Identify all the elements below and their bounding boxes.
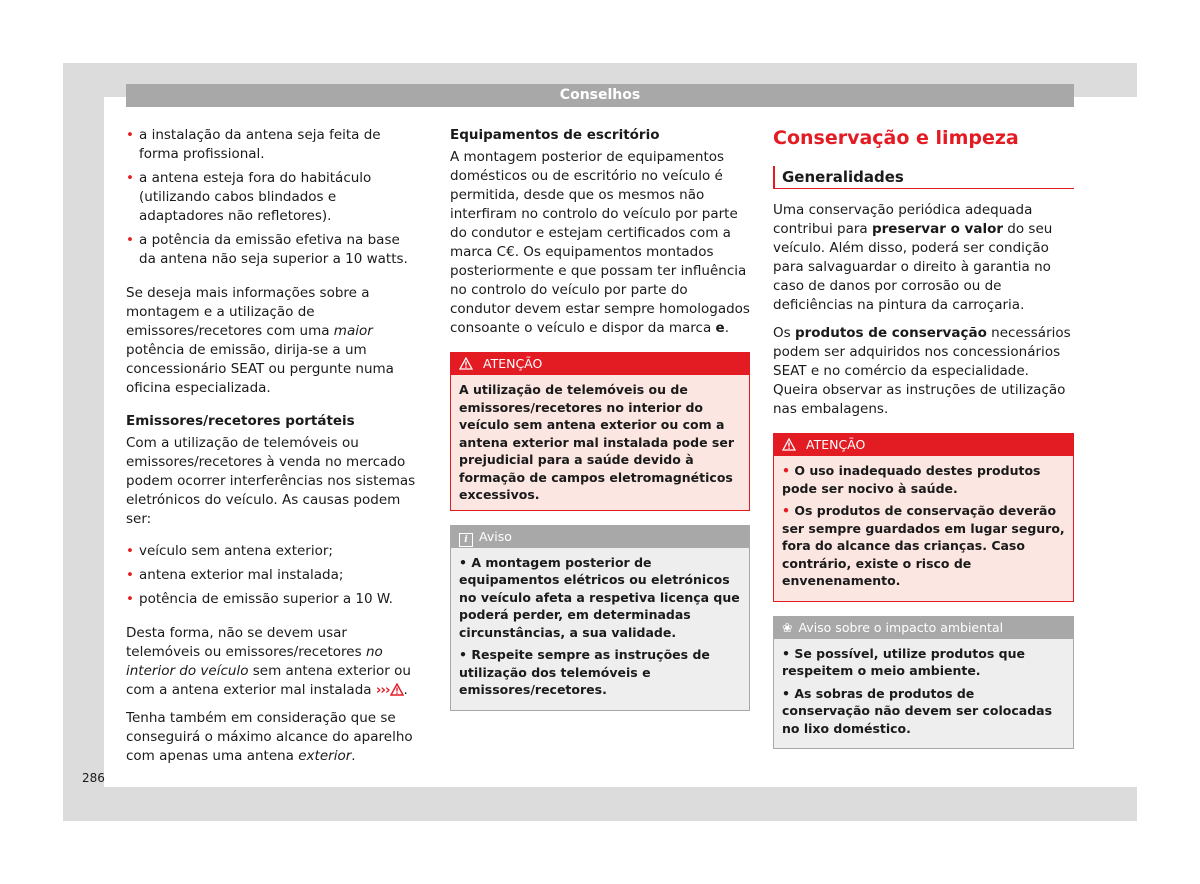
paragraph: Tenha também em consideração que se conseguirá o máximo alcance do aparelho com apenas uma antena exterior. [126,710,413,764]
list-item: • a antena esteja fora do habitáculo (utilizando cabos blindados e adaptadores não refletores). [126,170,372,224]
bullet-icon: • [126,567,134,583]
ce-mark: C€ [496,244,515,260]
list-item: • veículo sem antena exterior; [126,543,333,559]
list-item: • antena exterior mal instalada; [126,567,344,583]
column-left [126,126,418,775]
environment-box-header: ❀ Aviso sobre o impacto ambiental [774,617,1073,639]
bullet-icon: • [126,232,134,248]
note-box [450,525,750,711]
flower-icon: ❀ [782,619,793,635]
warning-box [450,352,750,511]
paragraph: Os produtos de conservação necessários podem ser adquiridos nos concessionários SEAT e no comércio da especialidade. Queira observar as instruções de utilização nas embalagens. [773,325,1071,417]
warning-box [773,433,1074,602]
info-icon: i [459,533,473,547]
warning-box-header: ATENÇÃO [774,434,1073,456]
paragraph: Desta forma, não se devem usar telemóveis ou emissores/recetores no interior do veículo sem antena exterior ou com a antena exterior mal instalada ››› . [126,625,411,698]
environment-box [773,616,1074,750]
bullet-icon: • [126,591,134,607]
paragraph: Se deseja mais informações sobre a montagem e a utilização de emissores/recetores com uma maior potência de emissão, dirija-se a um concessionário SEAT ou pergunte numa oficina especializada. [126,285,394,396]
section-title: Generalidades [773,166,1074,189]
bullet-icon: • [126,127,134,143]
list-item: • a potência da emissão efetiva na base da antena não seja superior a 10 watts. [126,232,408,267]
subheading: Emissores/recetores portáteis [126,413,355,429]
warning-icon [390,683,404,696]
bullet-icon: • [126,543,134,559]
bullet-icon: • [126,170,134,186]
warning-icon [782,438,796,451]
paragraph: A montagem posterior de equipamentos domésticos ou de escritório no veículo é permitida, desde que os mesmos não interfiram no controlo do veículo por parte do condutor e estejam certificados com a marca C€. Os equipamentos montados posteriormente e que possam ter influência no controlo do veículo por parte do condutor devem estar sempre homologados consoante o veículo e dispor da marca e. [450,149,750,336]
paragraph: Uma conservação periódica adequada contribui para preservar o valor do seu veículo. Além disso, poderá ser condição para salvaguardar o direito à garantia no caso de danos por corrosão ou de deficiências na pintura da carroçaria. [773,202,1053,313]
warning-box-header: ATENÇÃO [451,353,749,375]
warning-item: • O uso inadequado destes produtos pode ser nocivo à saúde. [782,463,1041,496]
warning-box-text: A utilização de telemóveis ou de emissores/recetores no interior do veículo sem antena exterior ou com a antena exterior mal instalada pode ser prejudicial para a saúde devido à formação de campos eletromagnéticos excessivos. [451,375,749,510]
column-middle [450,126,750,725]
subheading: Equipamentos de escritório [450,127,660,143]
warning-item: • Os produtos de conservação deverão ser sempre guardados em lugar seguro, fora do alcance das crianças. Caso contrário, existe o risco de envenenamento. [782,503,1065,588]
section-header: Conselhos [126,84,1074,107]
warning-icon [459,357,473,370]
column-right [773,126,1074,763]
note-item: • Se possível, utilize produtos que respeitem o meio ambiente. [782,645,1025,678]
paragraph: Com a utilização de telemóveis ou emissores/recetores à venda no mercado podem ocorrer interferências nos sistemas eletrónicos do veículo. As causas podem ser: [126,435,416,527]
note-item: • A montagem posterior de equipamentos elétricos ou eletrónicos no veículo afeta a respetiva licença que poderá perder, em determinadas circunstâncias, a sua validade. [459,554,740,640]
note-item: • Respeite sempre as instruções de utilização dos telemóveis e emissores/recetores. [459,647,710,697]
note-box-header: i Aviso [451,526,749,548]
list-item: • potência de emissão superior a 10 W. [126,591,393,607]
page-number: 286 [82,771,105,785]
list-item: • a instalação da antena seja feita de forma profissional. [126,127,381,162]
note-item: • As sobras de produtos de conservação não devem ser colocadas no lixo doméstico. [782,685,1053,736]
chapter-title: Conservação e limpeza [773,127,1019,149]
cross-reference-arrows[interactable]: ››› [375,682,390,698]
